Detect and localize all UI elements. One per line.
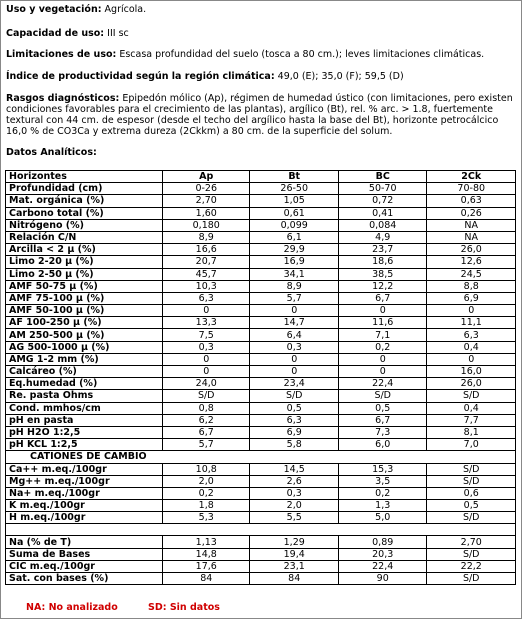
cell-value: 20,3 (338, 548, 427, 560)
cell-value: 6,2 (163, 414, 250, 426)
cell-value: 0,4 (427, 341, 516, 353)
cations-section-title-cell: CATIONES DE CAMBIO (6, 451, 516, 463)
cell-value: 1,29 (250, 536, 339, 548)
row-label: AMF 75-100 μ (%) (6, 292, 163, 304)
cell-value: S/D (427, 573, 516, 585)
cell-value: 10,3 (163, 280, 250, 292)
cell-value: 6,7 (163, 426, 250, 438)
cell-value: 0-26 (163, 183, 250, 195)
row-label: AMF 50-100 μ (%) (6, 305, 163, 317)
cell-value: 12,2 (338, 280, 427, 292)
row-label: Sat. con bases (%) (6, 573, 163, 585)
cell-value: 6,3 (427, 329, 516, 341)
cell-value: 7,7 (427, 414, 516, 426)
row-label: Mg++ m.eq./100gr (6, 475, 163, 487)
rasgos-label: Rasgos diagnósticos: (6, 93, 120, 104)
analytical-data-table (5, 170, 516, 585)
spacer-row-cell (6, 524, 516, 536)
uso-line (6, 4, 518, 15)
uso-label: Uso y vegetación: (6, 4, 102, 15)
cell-value: S/D (163, 390, 250, 402)
cell-value: 0,8 (163, 402, 250, 414)
table-row (6, 463, 516, 475)
cell-value: Ap (163, 171, 250, 183)
cell-value: 29,9 (250, 244, 339, 256)
cell-value: 0,61 (250, 207, 339, 219)
cell-value: 0,26 (427, 207, 516, 219)
cell-value: S/D (338, 390, 427, 402)
cell-value: 84 (163, 573, 250, 585)
cell-value: 0 (163, 366, 250, 378)
cell-value: 0,3 (250, 341, 339, 353)
cell-value: BC (338, 171, 427, 183)
rasgos-paragraph (6, 93, 516, 137)
row-label: Limo 2-20 μ (%) (6, 256, 163, 268)
cell-value: 34,1 (250, 268, 339, 280)
row-label: Mat. orgánica (%) (6, 195, 163, 207)
cell-value: 5,5 (250, 512, 339, 524)
cell-value: 20,7 (163, 256, 250, 268)
cell-value: 19,4 (250, 548, 339, 560)
table-row (6, 573, 516, 585)
footer-na-note: NA: No analizado (26, 602, 118, 613)
row-label: K m.eq./100gr (6, 500, 163, 512)
cell-value: 24,0 (163, 378, 250, 390)
row-label: Eq.humedad (%) (6, 378, 163, 390)
cell-value: 0,2 (338, 487, 427, 499)
cell-value: 2Ck (427, 171, 516, 183)
cell-value: 2,6 (250, 475, 339, 487)
cell-value: 0,099 (250, 219, 339, 231)
cell-value: 24,5 (427, 268, 516, 280)
cell-value: 0,3 (163, 341, 250, 353)
cell-value: 90 (338, 573, 427, 585)
limitaciones-line (6, 49, 518, 60)
table-row (6, 487, 516, 499)
cell-value: 5,7 (250, 292, 339, 304)
cell-value: 5,7 (163, 439, 250, 451)
table-row (6, 268, 516, 280)
table-row (6, 280, 516, 292)
row-label: Limo 2-50 μ (%) (6, 268, 163, 280)
row-label: Relación C/N (6, 231, 163, 243)
table-row (6, 353, 516, 365)
cell-value: 0,5 (250, 402, 339, 414)
indice-line (6, 71, 518, 82)
table-row (6, 244, 516, 256)
cell-value: S/D (250, 390, 339, 402)
cell-value: 5,8 (250, 439, 339, 451)
table-row (6, 475, 516, 487)
row-label: H m.eq./100gr (6, 512, 163, 524)
cell-value: 0 (427, 353, 516, 365)
cell-value: 2,0 (163, 475, 250, 487)
cell-value: 14,8 (163, 548, 250, 560)
cell-value: 6,4 (250, 329, 339, 341)
cell-value: 0 (338, 353, 427, 365)
cell-value: 14,7 (250, 317, 339, 329)
cell-value: 7,1 (338, 329, 427, 341)
cell-value: 0,4 (427, 402, 516, 414)
cell-value: 0,2 (338, 341, 427, 353)
row-label: Calcáreo (%) (6, 366, 163, 378)
cell-value: 7,3 (338, 426, 427, 438)
cell-value: 84 (250, 573, 339, 585)
cell-value: 8,9 (163, 231, 250, 243)
row-label: CIC m.eq./100gr (6, 560, 163, 572)
cell-value: 45,7 (163, 268, 250, 280)
cell-value: S/D (427, 512, 516, 524)
cell-value: 26,0 (427, 244, 516, 256)
cell-value: 6,3 (163, 292, 250, 304)
cell-value: 16,0 (427, 366, 516, 378)
row-label: Carbono total (%) (6, 207, 163, 219)
limitaciones-value: Escasa profundidad del suelo (tosca a 80 cm.); leves limitaciones climáticas. (119, 49, 485, 60)
cell-value: 7,5 (163, 329, 250, 341)
row-label: Re. pasta Ohms (6, 390, 163, 402)
cell-value: 6,3 (250, 414, 339, 426)
table-row (6, 329, 516, 341)
cell-value: 22,4 (338, 560, 427, 572)
row-label: AMF 50-75 μ (%) (6, 280, 163, 292)
cell-value: 50-70 (338, 183, 427, 195)
cell-value: 2,70 (163, 195, 250, 207)
cell-value: 15,3 (338, 463, 427, 475)
datos-analiticos-title: Datos Analíticos: (6, 147, 97, 158)
cell-value: 0 (427, 305, 516, 317)
cell-value: 0 (338, 305, 427, 317)
cell-value: 0 (163, 353, 250, 365)
table-row (6, 536, 516, 548)
table-row (6, 414, 516, 426)
cell-value: 1,60 (163, 207, 250, 219)
capacidad-line (6, 28, 518, 39)
row-label: pH H2O 1:2,5 (6, 426, 163, 438)
capacidad-value: III sc (107, 28, 129, 39)
cell-value: 23,1 (250, 560, 339, 572)
row-label: pH KCL 1:2,5 (6, 439, 163, 451)
cell-value: NA (427, 219, 516, 231)
rasgos-value: Epipedón mólico (Ap), régimen de humedad ústico (con limitaciones, pero existen condiciones favorables para el crecimiento de las plantas), argílico (Bt), rel. % arc. > 1.8, fuertemente textural con 44 cm. de espesor (desde el techo del argílico hasta la base del Bt), horizonte petrocálcico 16,0 % de CO3Ca y extrema dureza (2Ckkm) a 80 cm. de la superficie del solum. (6, 93, 513, 137)
table-row (6, 500, 516, 512)
cell-value: 0 (338, 366, 427, 378)
cell-value: 1,8 (163, 500, 250, 512)
cell-value: 0,180 (163, 219, 250, 231)
table-row (6, 341, 516, 353)
cell-value: 12,6 (427, 256, 516, 268)
table-row (6, 439, 516, 451)
cell-value: 11,6 (338, 317, 427, 329)
cell-value: S/D (427, 475, 516, 487)
cell-value: 23,7 (338, 244, 427, 256)
cell-value: 0,084 (338, 219, 427, 231)
cell-value: 11,1 (427, 317, 516, 329)
cell-value: 7,0 (427, 439, 516, 451)
cell-value: S/D (427, 548, 516, 560)
cell-value: 0,2 (163, 487, 250, 499)
cell-value: 1,13 (163, 536, 250, 548)
table-row (6, 305, 516, 317)
cell-value: 6,9 (427, 292, 516, 304)
cell-value: 1,05 (250, 195, 339, 207)
cell-value: 0,5 (427, 500, 516, 512)
table-row (6, 426, 516, 438)
cell-value: 2,70 (427, 536, 516, 548)
cell-value: 0,89 (338, 536, 427, 548)
table-row (6, 560, 516, 572)
cell-value: 0 (250, 305, 339, 317)
cell-value: 17,6 (163, 560, 250, 572)
row-label: Nitrógeno (%) (6, 219, 163, 231)
cell-value: 16,9 (250, 256, 339, 268)
spacer-row (6, 524, 516, 536)
cell-value: 1,3 (338, 500, 427, 512)
cell-value: 6,9 (250, 426, 339, 438)
cell-value: 6,1 (250, 231, 339, 243)
table-row (6, 402, 516, 414)
cell-value: S/D (427, 390, 516, 402)
cell-value: 4,9 (338, 231, 427, 243)
cell-value: 13,3 (163, 317, 250, 329)
table-row (6, 390, 516, 402)
table-row (6, 292, 516, 304)
table-row (6, 512, 516, 524)
cell-value: 8,9 (250, 280, 339, 292)
table-row (6, 207, 516, 219)
cell-value: 10,8 (163, 463, 250, 475)
cell-value: 0 (163, 305, 250, 317)
cell-value: 26,0 (427, 378, 516, 390)
cell-value: 0,5 (338, 402, 427, 414)
limitaciones-label: Limitaciones de uso: (6, 49, 117, 60)
cell-value: 5,0 (338, 512, 427, 524)
cations-section-title (6, 451, 516, 463)
row-label: Na+ m.eq./100gr (6, 487, 163, 499)
cell-value: 0,41 (338, 207, 427, 219)
cell-value: 22,4 (338, 378, 427, 390)
table-row (6, 219, 516, 231)
row-label: Profundidad (cm) (6, 183, 163, 195)
table-row (6, 378, 516, 390)
table-row (6, 317, 516, 329)
row-label: Arcilla < 2 μ (%) (6, 244, 163, 256)
cell-value: 16,6 (163, 244, 250, 256)
cell-value: 18,6 (338, 256, 427, 268)
cell-value: 26-50 (250, 183, 339, 195)
row-label: Na (% de T) (6, 536, 163, 548)
cell-value: 8,8 (427, 280, 516, 292)
header-row (6, 171, 516, 183)
cell-value: 70-80 (427, 183, 516, 195)
table-row (6, 366, 516, 378)
cell-value: 8,1 (427, 426, 516, 438)
cell-value: 0,63 (427, 195, 516, 207)
table-row (6, 256, 516, 268)
cell-value: 3,5 (338, 475, 427, 487)
row-label: AM 250-500 μ (%) (6, 329, 163, 341)
cell-value: S/D (427, 463, 516, 475)
row-label: pH en pasta (6, 414, 163, 426)
footer-sd-note: SD: Sin datos (148, 602, 220, 613)
cell-value: 2,0 (250, 500, 339, 512)
cell-value: 5,3 (163, 512, 250, 524)
row-label: Ca++ m.eq./100gr (6, 463, 163, 475)
cell-value: 6,7 (338, 414, 427, 426)
cell-value: 0,72 (338, 195, 427, 207)
cell-value: 0 (250, 353, 339, 365)
cell-value: 6,7 (338, 292, 427, 304)
cell-value: 0 (250, 366, 339, 378)
cell-value: 14,5 (250, 463, 339, 475)
row-label: AMG 1-2 mm (%) (6, 353, 163, 365)
indice-value: 49,0 (E); 35,0 (F); 59,5 (D) (277, 71, 404, 82)
row-label: Horizontes (6, 171, 163, 183)
cell-value: 22,2 (427, 560, 516, 572)
table-row (6, 231, 516, 243)
row-label: Cond. mmhos/cm (6, 402, 163, 414)
table-row (6, 548, 516, 560)
cell-value: 0,6 (427, 487, 516, 499)
table-row (6, 183, 516, 195)
cell-value: 6,0 (338, 439, 427, 451)
row-label: AG 500-1000 μ (%) (6, 341, 163, 353)
table-row (6, 195, 516, 207)
row-label: Suma de Bases (6, 548, 163, 560)
indice-label: Índice de productividad según la región climática: (6, 71, 275, 82)
uso-value: Agrícola. (104, 4, 147, 15)
cell-value: 38,5 (338, 268, 427, 280)
cell-value: Bt (250, 171, 339, 183)
cell-value: 23,4 (250, 378, 339, 390)
cell-value: NA (427, 231, 516, 243)
cell-value: 0,3 (250, 487, 339, 499)
row-label: AF 100-250 μ (%) (6, 317, 163, 329)
capacidad-label: Capacidad de uso: (6, 28, 105, 39)
